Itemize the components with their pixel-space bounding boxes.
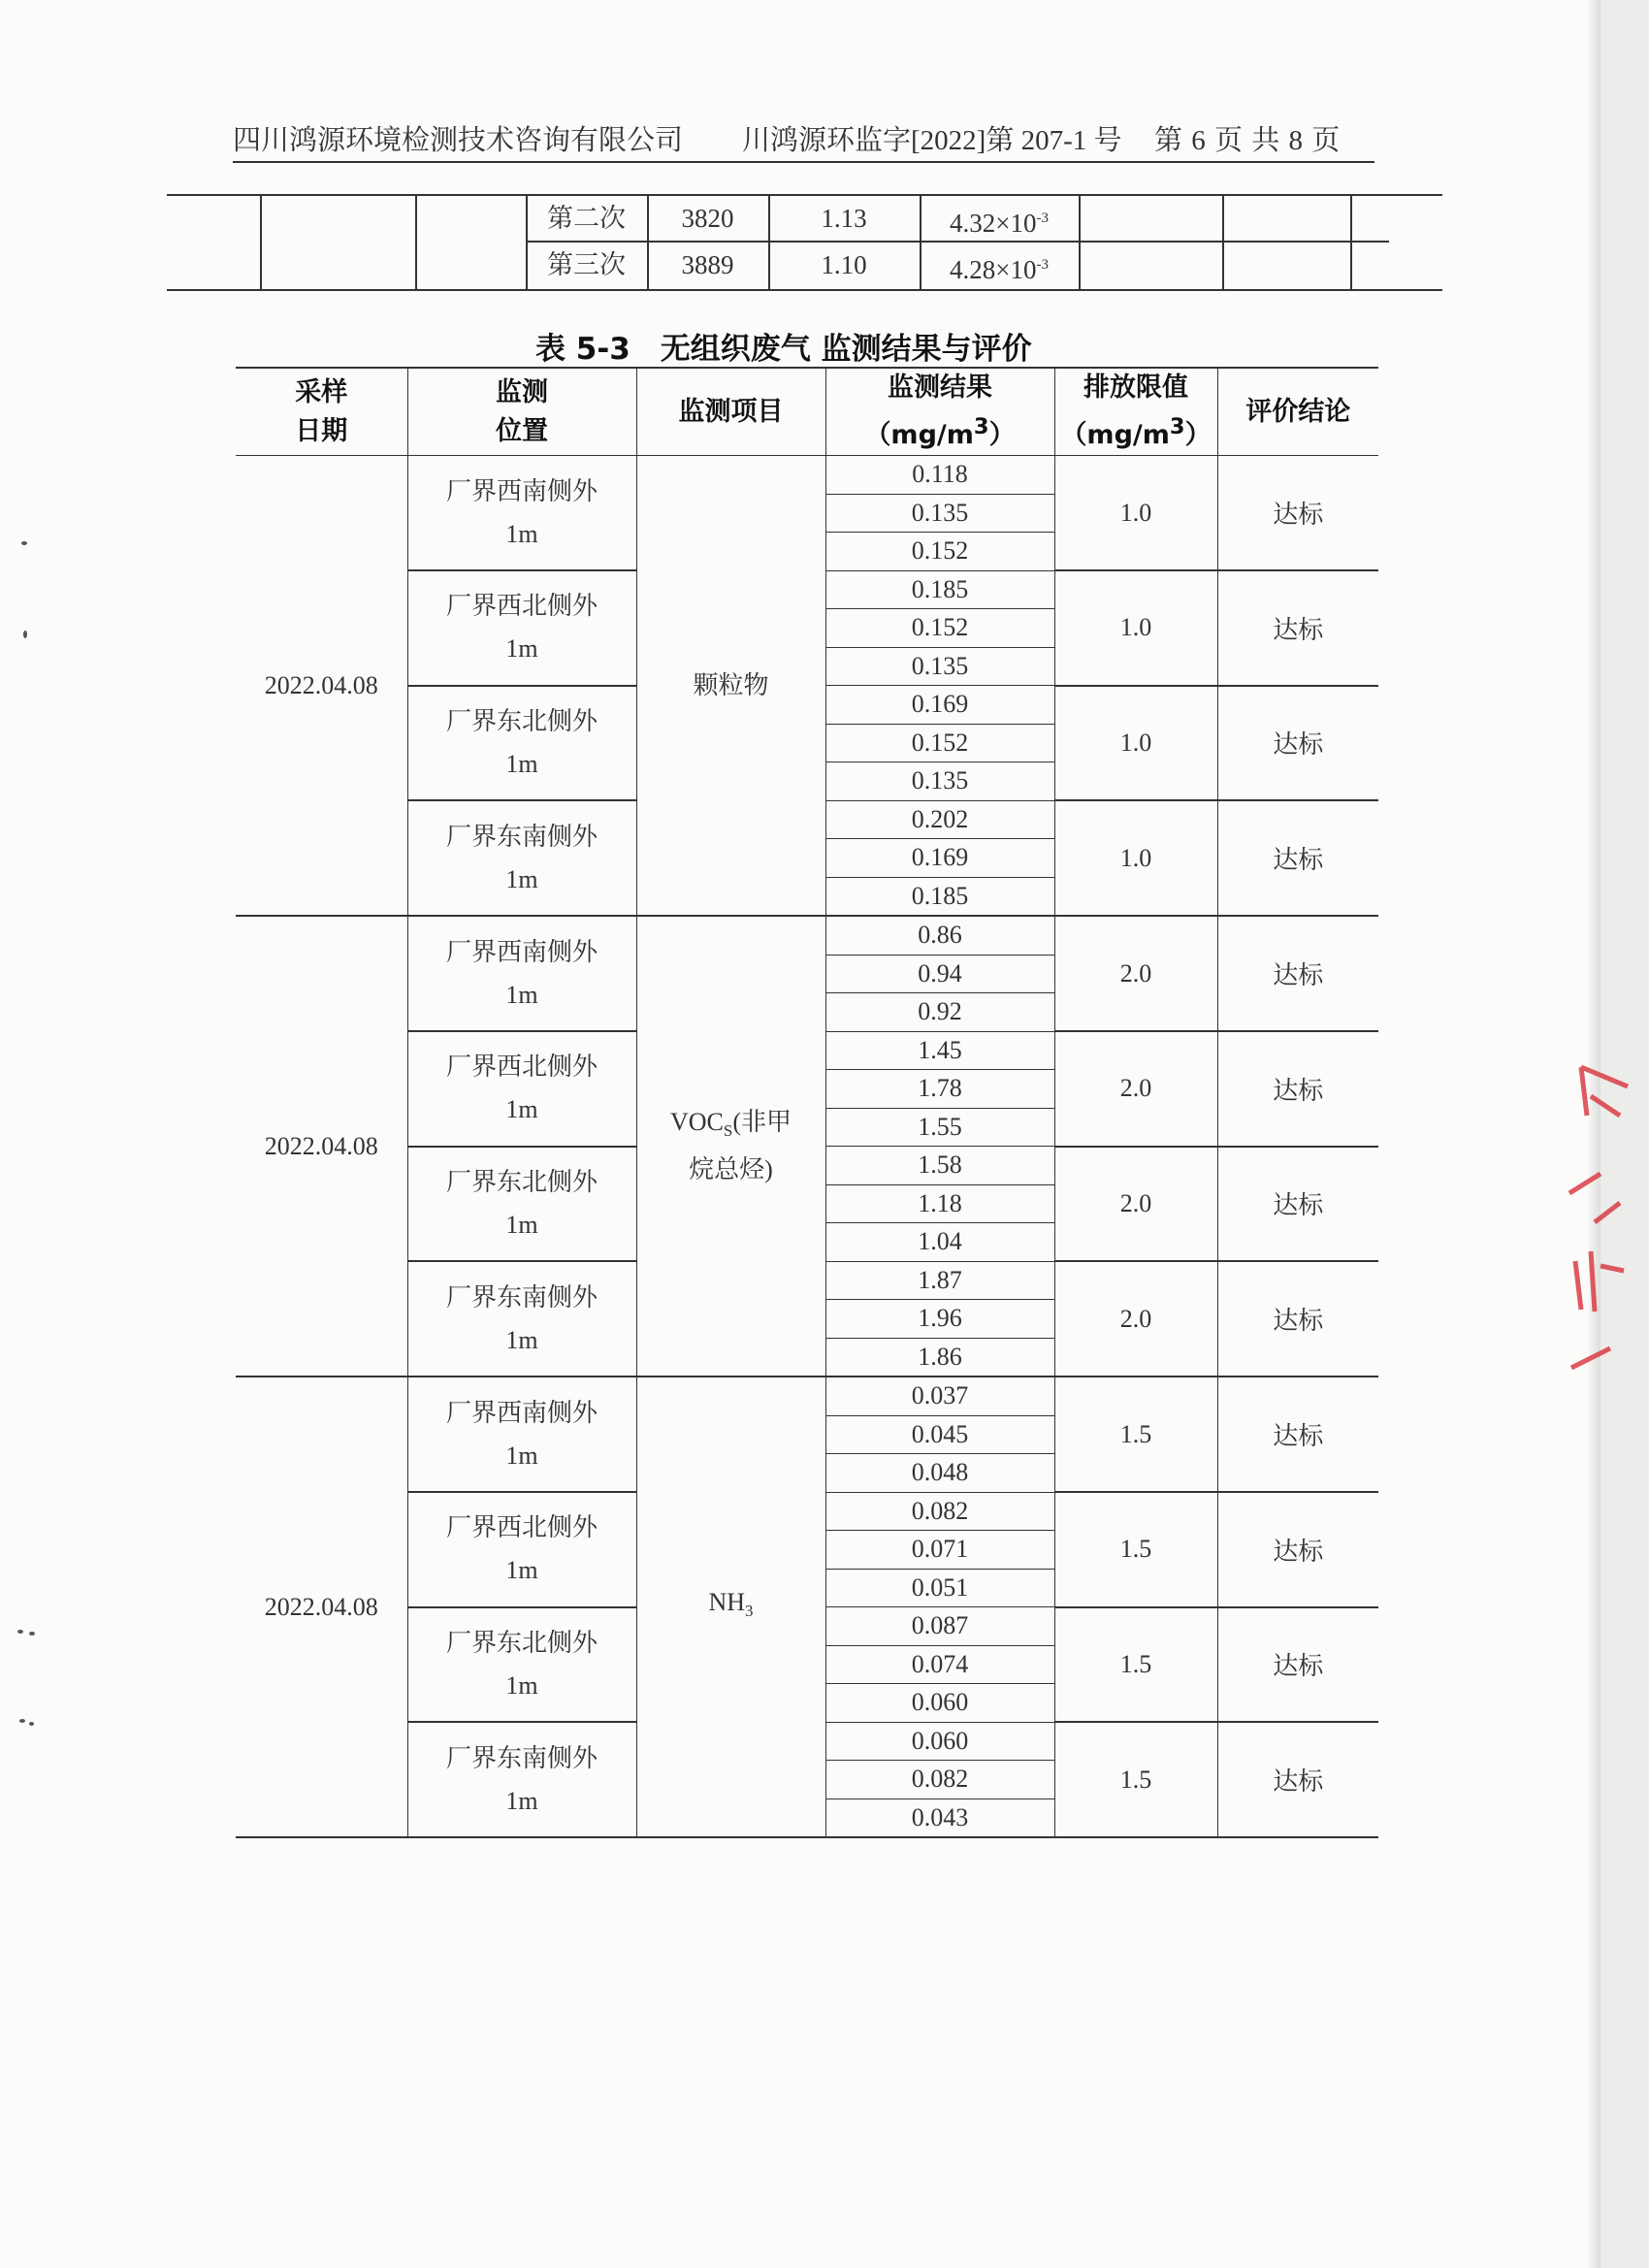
cell-result-value: 0.135 — [825, 762, 1054, 801]
cell-monitoring-location — [407, 1031, 636, 1147]
table-row — [236, 916, 1378, 955]
red-seal-fragment — [1552, 1057, 1630, 1377]
cell-result-value: 1.87 — [825, 1261, 1054, 1300]
header-limit-l1: 排放限值 — [1083, 373, 1188, 403]
cell-result-value: 0.087 — [825, 1607, 1054, 1646]
location-name: 厂界东南侧外 — [445, 1282, 598, 1312]
item-name-cont: (非甲 — [732, 1107, 792, 1136]
cell-monitoring-item — [636, 916, 825, 1377]
cell-emission-limit: 1.5 — [1054, 1607, 1217, 1723]
header-verdict: 评价结论 — [1217, 368, 1378, 456]
header-result-unit: （mg/m — [864, 420, 974, 450]
location-distance: 1m — [505, 1210, 538, 1239]
cell-emission-limit: 1.0 — [1054, 686, 1217, 801]
cell-evaluation-verdict: 达标 — [1217, 570, 1378, 686]
header-date-l1: 采样 — [295, 376, 348, 407]
item-name-line2: 烷总烃) — [689, 1155, 773, 1184]
cell-emission-limit: 1.0 — [1054, 456, 1217, 571]
cell-monitoring-location — [407, 1492, 636, 1607]
location-distance: 1m — [505, 1786, 538, 1815]
seal-stroke-shapes — [1552, 1057, 1630, 1377]
cell-result-value: 0.92 — [825, 993, 1054, 1032]
location-name: 厂界东南侧外 — [445, 822, 598, 851]
carry-cell-label: 第三次 — [547, 250, 626, 279]
cell-result-value: 1.55 — [825, 1108, 1054, 1147]
carry-sci-base: 4.28×10 — [950, 255, 1037, 284]
cell-evaluation-verdict: 达标 — [1217, 1147, 1378, 1262]
cell-sampling-date: 2022.04.08 — [236, 1377, 407, 1837]
scan-speck — [21, 541, 27, 545]
location-distance: 1m — [505, 864, 538, 893]
cell-evaluation-verdict: 达标 — [1217, 1031, 1378, 1147]
carry-cell-value: 1.13 — [821, 204, 867, 233]
header-result-unit-close: ） — [988, 420, 1016, 450]
cell-emission-limit: 1.0 — [1054, 570, 1217, 686]
cell-result-value: 0.037 — [825, 1377, 1054, 1415]
location-distance: 1m — [505, 1441, 538, 1470]
cell-monitoring-location — [407, 1261, 636, 1377]
cell-evaluation-verdict: 达标 — [1217, 916, 1378, 1031]
cell-evaluation-verdict: 达标 — [1217, 1607, 1378, 1723]
carry-cell-label: 第二次 — [547, 204, 626, 233]
cell-result-value: 1.18 — [825, 1184, 1054, 1223]
location-distance: 1m — [505, 1670, 538, 1700]
header-limit-unit-close: ） — [1184, 420, 1212, 450]
table-row — [236, 1377, 1378, 1415]
cell-emission-limit: 2.0 — [1054, 916, 1217, 1031]
cell-emission-limit: 1.0 — [1054, 800, 1217, 916]
carry-divider — [1079, 196, 1081, 289]
cell-emission-limit: 2.0 — [1054, 1031, 1217, 1147]
cell-result-value: 0.202 — [825, 800, 1054, 839]
location-name: 厂界东北侧外 — [445, 706, 598, 735]
cell-monitoring-item — [636, 1377, 825, 1837]
item-subscript: 3 — [745, 1602, 754, 1621]
cell-emission-limit: 1.5 — [1054, 1492, 1217, 1607]
cell-evaluation-verdict: 达标 — [1217, 686, 1378, 801]
cell-result-value: 0.048 — [825, 1454, 1054, 1493]
cell-result-value: 0.185 — [825, 877, 1054, 916]
cell-result-value: 0.118 — [825, 456, 1054, 495]
carry-cell-value: 1.10 — [821, 250, 867, 279]
cell-evaluation-verdict: 达标 — [1217, 456, 1378, 571]
cell-monitoring-location — [407, 1607, 636, 1723]
cell-emission-limit: 1.5 — [1054, 1377, 1217, 1492]
header-limit-unit: （mg/m — [1060, 420, 1170, 450]
table-caption: 表 5-3 无组织废气 监测结果与评价 — [535, 332, 1032, 367]
cell-emission-limit: 2.0 — [1054, 1147, 1217, 1262]
cell-result-value: 0.86 — [825, 916, 1054, 955]
header-limit-unit-sup: 3 — [1169, 414, 1185, 439]
cell-monitoring-location — [407, 570, 636, 686]
header-location-l2: 位置 — [496, 415, 548, 446]
cell-monitoring-location — [407, 1377, 636, 1492]
header-date-l2: 日期 — [295, 415, 348, 446]
carry-sci-exp: -3 — [1036, 257, 1049, 273]
location-distance: 1m — [505, 1325, 538, 1354]
cell-result-value: 1.04 — [825, 1223, 1054, 1262]
cell-evaluation-verdict: 达标 — [1217, 1492, 1378, 1607]
cell-result-value: 1.58 — [825, 1147, 1054, 1185]
cell-monitoring-location — [407, 916, 636, 1031]
item-subscript: S — [723, 1121, 733, 1141]
header-location — [407, 368, 636, 456]
carry-sci-base: 4.32×10 — [950, 209, 1037, 238]
cell-result-value: 0.074 — [825, 1645, 1054, 1684]
location-name: 厂界东南侧外 — [445, 1743, 598, 1772]
location-name: 厂界东北侧外 — [445, 1628, 598, 1657]
cell-monitoring-location — [407, 1722, 636, 1837]
cell-result-value: 0.043 — [825, 1798, 1054, 1837]
scan-speck — [19, 1719, 25, 1723]
location-distance: 1m — [505, 519, 538, 548]
cell-sampling-date: 2022.04.08 — [236, 456, 407, 917]
carry-divider — [260, 196, 262, 289]
header-doc-number: 川鸿源环监字[2022]第 207-1 号 — [742, 125, 1122, 156]
location-distance: 1m — [505, 634, 538, 664]
results-table — [236, 367, 1378, 1838]
cell-sampling-date: 2022.04.08 — [236, 916, 407, 1377]
carry-cell-value: 3889 — [681, 250, 734, 279]
header-result-unit-sup: 3 — [973, 414, 989, 439]
location-distance: 1m — [505, 1556, 538, 1585]
header-company: 四川鸿源环境检测技术咨询有限公司 — [233, 125, 684, 156]
cell-evaluation-verdict: 达标 — [1217, 1261, 1378, 1377]
cell-result-value: 0.060 — [825, 1722, 1054, 1761]
scan-speck — [17, 1630, 23, 1634]
cell-result-value: 0.071 — [825, 1531, 1054, 1570]
cell-result-value: 0.152 — [825, 609, 1054, 648]
cell-result-value: 1.78 — [825, 1070, 1054, 1109]
cell-emission-limit: 2.0 — [1054, 1261, 1217, 1377]
item-name: 颗粒物 — [693, 670, 769, 699]
location-name: 厂界东北侧外 — [445, 1167, 598, 1196]
cell-monitoring-location — [407, 456, 636, 571]
header-result-l1: 监测结果 — [888, 373, 992, 403]
header-page-info: 第 6 页 共 8 页 — [1154, 125, 1342, 156]
cell-evaluation-verdict: 达标 — [1217, 1722, 1378, 1837]
header-item: 监测项目 — [636, 368, 825, 456]
carry-divider — [415, 196, 417, 289]
scan-speck — [23, 631, 27, 638]
location-name: 厂界西南侧外 — [445, 1398, 598, 1427]
cell-result-value: 0.060 — [825, 1684, 1054, 1723]
carry-divider — [1350, 196, 1352, 289]
location-name: 厂界西北侧外 — [445, 592, 598, 621]
cell-result-value: 0.169 — [825, 839, 1054, 878]
item-name: VOC — [669, 1107, 724, 1136]
cell-result-value: 0.152 — [825, 533, 1054, 571]
cell-result-value: 0.135 — [825, 647, 1054, 686]
scan-speck — [29, 1632, 35, 1636]
location-name: 厂界西北侧外 — [445, 1053, 598, 1082]
cell-result-value: 0.135 — [825, 494, 1054, 533]
location-name: 厂界西南侧外 — [445, 476, 598, 505]
cell-monitoring-location — [407, 1147, 636, 1262]
cell-emission-limit: 1.5 — [1054, 1722, 1217, 1837]
location-name: 厂界西北侧外 — [445, 1513, 598, 1542]
carry-cell-value — [920, 243, 1079, 287]
cell-monitoring-location — [407, 686, 636, 801]
header-location-l1: 监测 — [496, 376, 548, 407]
cell-result-value: 0.185 — [825, 570, 1054, 609]
header-date — [236, 368, 407, 456]
cell-monitoring-location — [407, 800, 636, 916]
cell-result-value: 0.94 — [825, 955, 1054, 993]
location-name: 厂界西南侧外 — [445, 937, 598, 966]
cell-result-value: 0.045 — [825, 1415, 1054, 1454]
cell-evaluation-verdict: 达标 — [1217, 1377, 1378, 1492]
carry-cell-value — [920, 196, 1079, 241]
cell-monitoring-item — [636, 456, 825, 917]
carry-sci-exp: -3 — [1036, 211, 1049, 226]
cell-result-value: 1.96 — [825, 1300, 1054, 1339]
location-distance: 1m — [505, 749, 538, 778]
cell-result-value: 0.082 — [825, 1761, 1054, 1799]
cell-result-value: 0.082 — [825, 1492, 1054, 1531]
scan-speck — [29, 1722, 34, 1726]
header-result — [825, 368, 1054, 456]
carryover-table-fragment — [167, 194, 1442, 291]
carry-cell-value: 3820 — [681, 204, 734, 233]
page-header — [233, 114, 1374, 163]
cell-result-value: 1.45 — [825, 1031, 1054, 1070]
location-distance: 1m — [505, 980, 538, 1009]
table-row — [236, 456, 1378, 495]
cell-evaluation-verdict: 达标 — [1217, 800, 1378, 916]
location-distance: 1m — [505, 1095, 538, 1124]
cell-result-value: 0.169 — [825, 686, 1054, 725]
table-header-row — [236, 368, 1378, 456]
cell-result-value: 0.051 — [825, 1569, 1054, 1607]
header-limit — [1054, 368, 1217, 456]
item-name: NH — [708, 1587, 746, 1616]
cell-result-value: 0.152 — [825, 724, 1054, 762]
table-body — [236, 456, 1378, 1838]
carry-divider — [1222, 196, 1224, 289]
cell-result-value: 1.86 — [825, 1338, 1054, 1377]
